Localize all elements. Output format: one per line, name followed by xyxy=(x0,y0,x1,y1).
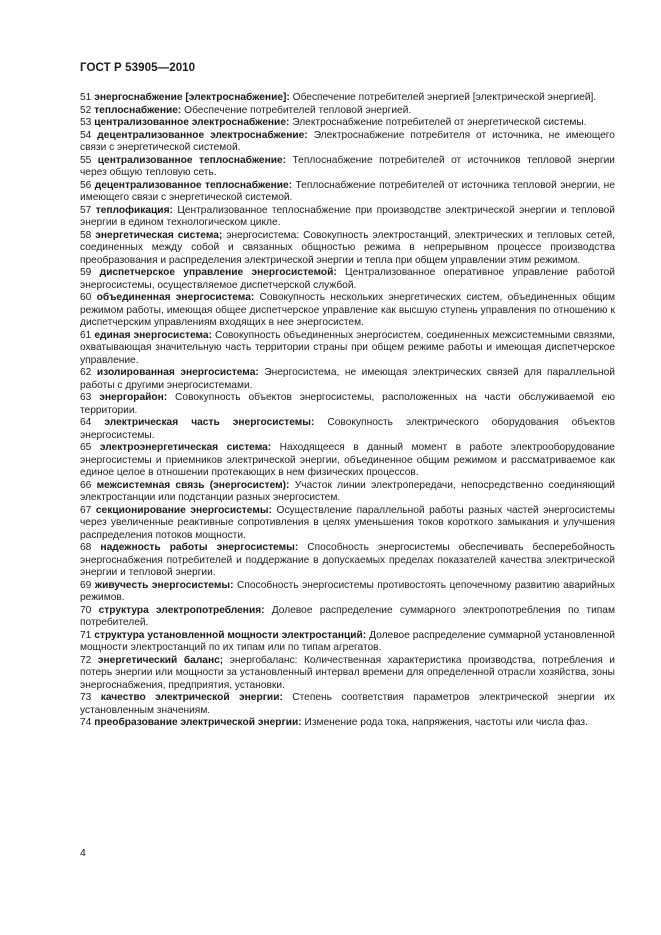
definition-entry xyxy=(80,417,615,442)
entry-definition: Степень соответствия параметров электрической энергии их установленным значениям. xyxy=(80,692,615,716)
entry-definition: энергосистема: Совокупность электростанций, электрических и тепловых сетей, соединенных между собой и связанных общностью режима в непрерывном процессе производства преобразования и распределения электрической энергии и тепла при общем управлении этим режимом. xyxy=(80,229,616,266)
entry-number: 66 xyxy=(80,479,92,491)
definition-entry xyxy=(80,330,615,368)
entry-definition: Участок линии электропередачи, непосредственно соединяющий электростанции или подстанции разных энергосистем. xyxy=(80,479,615,503)
entry-definition: Обеспечение потребителей энергией [электрической энергией]. xyxy=(292,92,597,103)
definition-entry xyxy=(80,580,615,605)
entry-term: объединенная энергосистема: xyxy=(96,292,255,303)
definition-entry xyxy=(80,442,615,480)
entry-definition: Совокупность нескольких энергетических систем, объединенных общим режимом работы, имеющая общее диспетчерское управление как высшую ступень управления по отношению к диспетчерским управлениям входящих в нее энергосистем. xyxy=(80,292,615,328)
entry-term: межсистемная связь (энергосистем): xyxy=(96,479,290,491)
definition-entry xyxy=(80,392,615,417)
definition-entry xyxy=(80,92,615,105)
entry-term: децентрализованное теплоснабжение: xyxy=(94,179,293,191)
entry-definition: Централизованное теплоснабжение при производстве электрической энергии и тепловой энергии в едином технологическом цикле. xyxy=(80,204,615,228)
entry-number: 67 xyxy=(80,504,92,516)
entry-definition: Обеспечение потребителей тепловой энергией. xyxy=(184,104,412,116)
definition-entry xyxy=(80,230,615,268)
definition-entry xyxy=(80,692,615,717)
definition-entry xyxy=(80,367,615,392)
entry-number: 64 xyxy=(80,417,92,428)
entry-definition: Теплоснабжение потребителей от источников тепловой энергии через общую тепловую сеть. xyxy=(80,154,615,178)
entry-number: 70 xyxy=(80,604,92,616)
entry-term: преобразование электрической энергии: xyxy=(94,717,302,728)
definition-entry xyxy=(80,130,615,155)
entry-definition: Централизованное оперативное управление работой энергосистемы, осуществляемое диспетчерской службой. xyxy=(80,267,615,291)
page-number: 4 xyxy=(80,847,86,859)
entry-number: 61 xyxy=(80,329,92,341)
entry-term: диспетчерское управление энергосистемой: xyxy=(99,267,337,278)
entry-term: энергетический баланс; xyxy=(97,654,224,666)
entry-number: 60 xyxy=(80,292,92,303)
entry-number: 74 xyxy=(80,717,92,728)
entry-number: 72 xyxy=(80,654,92,666)
entry-term: энергорайон: xyxy=(99,392,168,403)
entry-number: 62 xyxy=(80,367,92,378)
entry-term: живучесть энергосистемы: xyxy=(94,579,234,591)
definition-entry xyxy=(80,542,615,580)
entry-term: качество электрической энергии: xyxy=(100,692,283,703)
entry-term: электроэнергетическая система: xyxy=(99,442,272,453)
entry-definition: Находящееся в данный момент в работе электрооборудование энергосистемы и приемников электрической энергии, объединенное общим режимом и рассматриваемое как единое целое в отношении протекающих в нем физических процессов. xyxy=(80,442,615,478)
definition-entry xyxy=(80,117,615,130)
entry-number: 53 xyxy=(80,117,92,128)
definition-entry xyxy=(80,605,615,630)
entry-number: 65 xyxy=(80,442,92,453)
entry-term: децентрализованное электроснабжение: xyxy=(97,129,308,141)
entry-term: энергетическая система; xyxy=(95,229,223,241)
entry-number: 51 xyxy=(80,92,92,103)
entry-term: централизованное теплоснабжение: xyxy=(97,154,287,166)
document-header: ГОСТ Р 53905—2010 xyxy=(80,62,196,74)
definition-entry xyxy=(80,267,615,292)
definition-entry xyxy=(80,105,615,118)
entry-definition: Электроснабжение потребителей от энергетической системы. xyxy=(292,117,587,128)
definition-entry xyxy=(80,505,615,543)
entry-definition: Изменение рода тока, напряжения, частоты или числа фаз. xyxy=(304,717,588,728)
entry-definition: Долевое распределение суммарной установленной мощности электростанций по их типам или по типам агрегатов. xyxy=(80,629,615,653)
entry-number: 71 xyxy=(80,629,92,641)
entry-definition: Совокупность электрического оборудования объектов энергосистемы. xyxy=(80,417,615,441)
entry-definition: Способность энергосистемы обеспечивать бесперебойность энергоснабжения потребителей и поддержание в допускаемых пределах показателей качества электрической энергии и тепловой энергии. xyxy=(80,542,615,578)
entry-definition: Совокупность объектов энергосистемы, расположенных на части обслуживаемой ею территории. xyxy=(80,392,615,416)
definition-entry xyxy=(80,717,615,730)
entry-number: 59 xyxy=(80,267,92,278)
entry-number: 73 xyxy=(80,692,92,703)
entry-number: 56 xyxy=(80,179,92,191)
entry-number: 52 xyxy=(80,104,92,116)
entry-number: 58 xyxy=(80,229,92,241)
entry-definition: Долевое распределение суммарного электропотребления по типам потребителей. xyxy=(80,604,615,628)
entry-definition: Теплоснабжение потребителей от источника тепловой энергии, не имеющего связи с энергетической системой. xyxy=(80,179,615,203)
entry-definition: Электроснабжение потребителя от источника, не имеющего связи с энергетической системой. xyxy=(80,129,615,153)
definition-entry xyxy=(80,480,615,505)
definition-entry xyxy=(80,655,615,693)
entry-definition: энергобаланс: Количественная характеристика производства, потребления и потерь энергии или мощности за установленный интервал времени для определенной отрасли хозяйства, зоны энергоснабжения, предприятия, установки. xyxy=(80,654,615,691)
entry-definition: Энергосистема, не имеющая электрических связей для параллельной работы с другими энергосистемами. xyxy=(80,367,615,391)
entry-number: 57 xyxy=(80,204,92,216)
definition-entry xyxy=(80,630,615,655)
entry-term: структура электропотребления: xyxy=(98,604,265,616)
definitions-list xyxy=(80,92,615,730)
entry-term: единая энергосистема: xyxy=(94,329,212,341)
entry-term: электрическая часть энергосистемы: xyxy=(104,417,315,428)
entry-number: 54 xyxy=(80,129,92,141)
definition-entry xyxy=(80,155,615,180)
entry-term: теплофикация: xyxy=(95,204,173,216)
definition-entry xyxy=(80,292,615,330)
entry-definition: Совокупность объединенных энергосистем, соединенных межсистемными связями, охватывающая значительную часть территории страны при общем режиме работы и имеющая диспетчерское управление. xyxy=(80,329,615,366)
entry-term: энергоснабжение [электроснабжение]: xyxy=(94,92,290,103)
entry-term: надежность работы энергосистемы: xyxy=(100,542,299,553)
entry-term: централизованное электроснабжение: xyxy=(94,117,290,128)
entry-term: секционирование энергосистемы: xyxy=(95,504,272,516)
entry-term: изолированная энергосистема: xyxy=(96,367,259,378)
definition-entry xyxy=(80,205,615,230)
entry-term: теплоснабжение: xyxy=(94,104,182,116)
entry-definition: Осуществление параллельной работы разных частей энергосистемы через увеличенные реактивные сопротивления в целях уменьшения токов короткого замыкания и улучшения распределения потоков мощности. xyxy=(80,504,615,541)
entry-number: 63 xyxy=(80,392,92,403)
definition-entry xyxy=(80,180,615,205)
entry-number: 69 xyxy=(80,579,92,591)
entry-term: структура установленной мощности электростанций: xyxy=(94,629,367,641)
entry-number: 68 xyxy=(80,542,92,553)
entry-definition: Способность энергосистемы противостоять цепочечному развитию аварийных режимов. xyxy=(80,579,615,603)
entry-number: 55 xyxy=(80,154,92,166)
